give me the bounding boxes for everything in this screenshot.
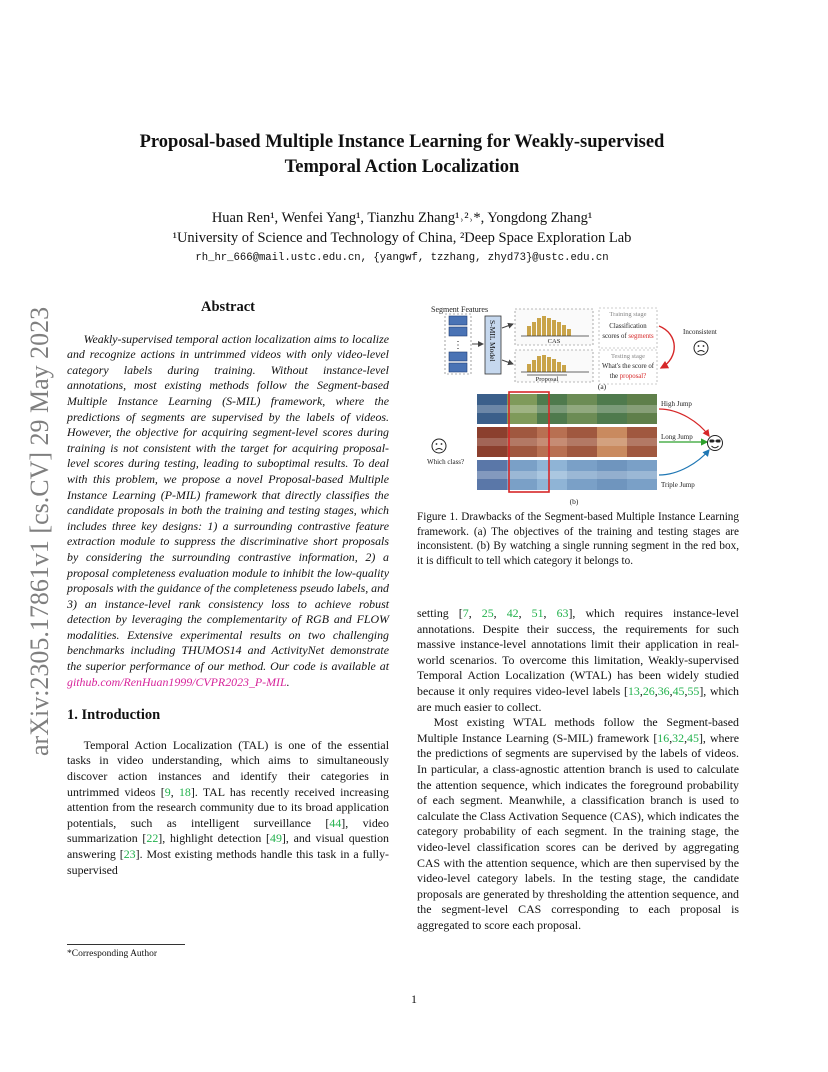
title-line-1: Proposal-based Multiple Instance Learning for Weakly-supervised: [139, 132, 665, 152]
author-affiliations: ¹University of Science and Technology of China, ²Deep Space Exploration Lab: [172, 230, 632, 246]
citation-link[interactable]: 45: [672, 683, 685, 698]
intro-heading: 1. Introduction: [67, 707, 161, 724]
paragraph-text: ,: [684, 683, 688, 698]
proposal-label: Proposal: [535, 376, 559, 383]
intro-paragraph-3: [417, 715, 739, 933]
paragraph-text: ,: [170, 784, 179, 799]
classification-label: Classification: [609, 323, 647, 330]
segment-features-label: Segment Features: [431, 305, 489, 314]
paragraph-text: ,: [543, 606, 557, 620]
citation-link[interactable]: 9: [164, 784, 171, 799]
paragraph-text: ]. Most existing methods handle this task in a fully-supervised: [67, 847, 389, 877]
arxiv-id: arXiv:2305.17861v1 [cs.CV] 29 May 2023: [25, 306, 54, 756]
author-names: Huan Ren¹, Wenfei Yang¹, Tianzhu Zhang¹˒²˒*, Yongdong Zhang¹: [211, 210, 593, 226]
paragraph-text: ]. TAL has recently received increasing attention from the research community due to its broad application potentials, such as intelligent surveillance [: [67, 784, 389, 830]
paragraph-text: ,: [684, 730, 688, 745]
testing-stage-box: [599, 350, 657, 384]
svg-text:⋮: ⋮: [453, 340, 463, 351]
long-jump-label: Long Jump: [661, 433, 693, 441]
svg-text:the proposal?: [610, 373, 646, 380]
which-class-label: Which class?: [427, 458, 465, 466]
citation-link[interactable]: 55: [687, 683, 700, 698]
confused-face-icon: [432, 439, 446, 453]
inconsistent-arrow: [659, 326, 674, 368]
citation-link[interactable]: 13: [627, 683, 640, 698]
paragraph-text: ], video summarization [: [67, 815, 390, 846]
citation-link[interactable]: 18: [178, 784, 191, 799]
svg-text:scores of segments: [602, 333, 654, 340]
testing-stage-label: Testing stage: [610, 353, 646, 360]
high-jump-label: High Jump: [661, 400, 692, 408]
paper-title: [90, 130, 714, 180]
abstract-heading: Abstract: [201, 299, 255, 315]
sad-face-icon: [694, 341, 708, 355]
abstract-body: Weakly-supervised temporal action localization aims to localize and recognize actions in untrimmed videos with only video-level category labels during training. Without instance-level annotations, most existing methods follow the Segment-based Multiple Instance Learning (S-MIL) framework, where the predictions of segments are supervised by the labels of videos. However, the objective for acquiring segment-level scores during training is not consistent with the target for acquiring proposal-level scores during testing, leading to suboptimal results. To deal with this problem, we propose a novel Proposal-based Multiple Instance Learning (P-MIL) framework that directly classifies the candidate proposals in both the training and testing stages, which includes three key designs: 1) a surrounding contrastive feature extraction module to suppress the discriminative short proposals by considering the surrounding contrastive information, 2) a proposal completeness evaluation module to inhibit the low-quality proposals with the guidance of the completeness pseudo labels, and 3) an instance-level rank consistency loss to achieve robust detection by leveraging the complementarity of RGB and FLOW modalities. Extensive experimental results on two challenging benchmarks including THUMOS14 and ActivityNet demonstrate the superior performance of our method. Our code is available at: [67, 331, 389, 674]
paragraph-text: Most existing WTAL methods follow the Segment-based Multiple Instance Learning (S-MIL) framework [: [417, 715, 739, 745]
video-frames: [477, 394, 657, 490]
cas-testing: [515, 350, 593, 383]
citation-link[interactable]: 49: [270, 831, 282, 846]
citation-link[interactable]: 63: [556, 606, 569, 620]
figure-1-caption: Figure 1. Drawbacks of the Segment-based Multiple Instance Learning framework. (a) The objectives of the training and testing stages are inconsistent. (b) By watching a single running segment in the red box, it is difficult to tell which category it belongs to.: [417, 511, 739, 567]
smil-model-label: S-MIL Model: [488, 320, 497, 362]
paragraph-text: ,: [669, 683, 673, 698]
paragraph-text: ,: [639, 683, 643, 698]
segment-feature-stack: [445, 314, 471, 374]
figure-1: [417, 298, 739, 506]
page-number: 1: [411, 992, 417, 1006]
paragraph-text: ], which are much easier to collect.: [417, 683, 739, 714]
author-emails: rh_hr_666@mail.ustc.edu.cn, {yangwf, tzzhang, zhyd73}@ustc.edu.cn: [195, 252, 609, 264]
the-label: the: [609, 373, 619, 380]
cool-face-icon: [708, 436, 723, 451]
code-link[interactable]: github.com/RenHuan1999/CVPR2023_P-MIL: [67, 674, 287, 689]
citation-link[interactable]: 36: [657, 683, 670, 698]
footnote-rule: [67, 944, 185, 945]
paragraph-text: ], highlight detection [: [158, 831, 270, 846]
proposal-word-label: proposal?: [619, 373, 647, 380]
inconsistent-label: Inconsistent: [683, 328, 717, 336]
paragraph-text: setting [: [417, 606, 463, 620]
whats-score-label: What's the score of: [602, 363, 654, 370]
arxiv-stamp-svg: [18, 278, 58, 758]
citation-link[interactable]: 22: [146, 831, 159, 846]
citation-link[interactable]: 42: [506, 606, 519, 620]
segments-label: segments: [628, 333, 654, 340]
paragraph-text: ], where the predictions of segments are supervised by the labels of videos. In particular, a class-agnostic attention branch is used to calculate the attention sequence, which indicates the foreground probability of each segment. Meanwhile, a classification branch is used to calculate the Class Activation Sequence (CAS), which indicates the category probability of each segment. In the training stage, the video-level classification scores can be derived by aggregating CAS with the attention sequence, which are then supervised by the video-level category labels. In the testing stage, the candidate proposals are generated by thresholding the attention sequence, and the segment-level CAS corresponding to each proposal is aggregated to score each proposal.: [417, 730, 739, 932]
figure-1-svg: [417, 298, 739, 506]
paragraph-text: ,: [468, 606, 482, 620]
citation-link[interactable]: 23: [123, 847, 136, 861]
cas-training: [515, 309, 593, 345]
citation-link[interactable]: 32: [672, 730, 685, 745]
scores-of-label: scores of: [602, 333, 627, 340]
high-jump-arrow: [659, 409, 709, 436]
paragraph-text: ], and visual question answering [: [67, 831, 389, 861]
title-line-2: Temporal Action Localization: [284, 157, 520, 177]
paragraph-text: Temporal Action Localization (TAL) is one of the essential tasks in video understanding, which aims to simultaneously discover action instances and identify their categories in untrimmed videos [: [67, 737, 389, 799]
footnote-text: *Corresponding Author: [67, 949, 157, 959]
citation-link[interactable]: 16: [657, 730, 670, 745]
figure-label-a: (a): [597, 382, 607, 391]
intro-paragraph-2: [417, 606, 739, 715]
training-stage-label: Training stage: [609, 311, 647, 318]
citation-link[interactable]: 51: [531, 606, 544, 620]
paragraph-text: ], which requires instance-level annotations. Despite their success, the requirements for such massive instance-level annotations limit their application in real-world scenarios. To overcome this limitation, Weakly-supervised Temporal Action Localization (WTAL) has been widely studied because it only requires video-level labels [: [417, 606, 739, 698]
citation-link[interactable]: 25: [481, 606, 494, 620]
abstract-text: [67, 332, 389, 691]
paragraph-text: ,: [654, 683, 658, 698]
left-column: [67, 300, 389, 878]
citation-link[interactable]: 26: [642, 683, 655, 698]
arxiv-stamp: [18, 278, 58, 758]
intro-paragraph-1: [67, 738, 389, 878]
triple-jump-label: Triple Jump: [661, 481, 695, 489]
paragraph-text: ,: [493, 606, 507, 620]
triple-jump-arrow: [659, 450, 709, 475]
citation-link[interactable]: 45: [687, 730, 699, 745]
training-stage-box: [599, 308, 657, 348]
paragraph-text: ,: [518, 606, 532, 620]
abstract-end: .: [286, 674, 290, 689]
right-column: [417, 606, 739, 933]
cas-label: CAS: [547, 338, 561, 345]
author-block: [90, 208, 714, 248]
citation-link[interactable]: 7: [462, 606, 469, 620]
figure-label-b: (b): [569, 497, 579, 506]
footnote: [67, 944, 389, 959]
citation-link[interactable]: 44: [329, 815, 342, 830]
paragraph-text: ,: [669, 730, 673, 745]
smil-model-box: [485, 316, 501, 374]
